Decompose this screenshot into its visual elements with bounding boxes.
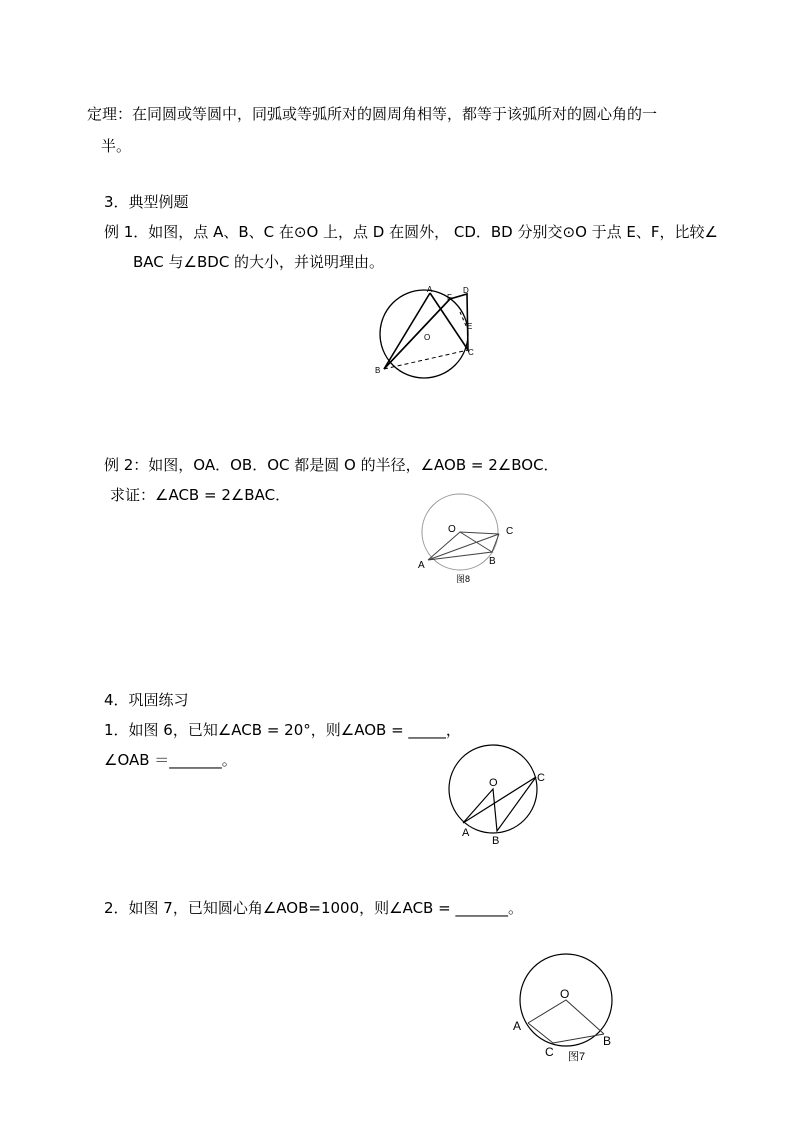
fig1-label-f: F — [447, 293, 452, 302]
theorem-line-2: 半。 — [101, 137, 132, 155]
fig1-label-d: D — [463, 286, 469, 295]
problem-2-line-1: 2．如图 7，已知圆心角∠AOB=1000，则∠ACB = _______。 — [104, 899, 523, 917]
example-1-line-2: BAC 与∠BDC 的大小，并说明理由。 — [133, 253, 385, 271]
problem-1-line-2: ∠OAB ＝_______。 — [104, 751, 237, 769]
theorem-line-1: 定理：在同圆或等圆中，同弧或等弧所对的圆周角相等，都等于该弧所对的圆心角的一 — [87, 105, 658, 123]
fig4-chords — [528, 1023, 604, 1043]
fig1-label-b: B — [375, 366, 381, 375]
fig1-label-c: C — [468, 348, 474, 357]
fig2-caption: 图8 — [456, 574, 471, 584]
fig4-label-c: C — [545, 1045, 554, 1059]
fig1-label-o: O — [424, 333, 431, 342]
fig1-label-e: E — [467, 322, 473, 331]
example-2-figure — [415, 492, 525, 582]
section-4-heading: 4．巩固练习 — [104, 691, 189, 709]
problem-1-line-1: 1．如图 6，已知∠ACB = 20°，则∠AOB = _____， — [104, 721, 461, 739]
example-1-line-1: 例 1．如图，点 A、B、C 在⊙O 上，点 D 在圆外， CD．BD 分别交⊙O 于点 E、F，比较∠ — [104, 223, 718, 241]
fig1-segment-bd — [384, 299, 450, 369]
fig1-label-a: A — [427, 285, 433, 294]
section-3-heading: 3．典型例题 — [104, 193, 189, 211]
example-2-line-1: 例 2：如图，OA．OB．OC 都是圆 O 的半径，∠AOB = 2∠BOC． — [104, 456, 559, 474]
fig4-label-b: B — [603, 1034, 612, 1048]
example-1-figure — [370, 282, 490, 382]
fig2-label-b: B — [489, 556, 496, 567]
fig3-label-c: C — [537, 772, 545, 784]
fig3-lines — [463, 777, 536, 831]
fig2-label-o: O — [448, 524, 456, 535]
fig4-label-a: A — [513, 1019, 522, 1033]
fig3-label-o: O — [489, 777, 498, 789]
fig4-lines — [528, 1000, 604, 1034]
fig1-dashed-bc — [384, 350, 468, 369]
fig2-label-a: A — [418, 560, 425, 571]
fig3-label-a: A — [462, 827, 470, 839]
problem-2-figure — [510, 948, 625, 1068]
fig2-label-c: C — [506, 526, 514, 537]
fig4-caption: 图7 — [568, 1051, 586, 1063]
problem-1-figure — [445, 742, 555, 847]
example-2-line-2: 求证：∠ACB = 2∠BAC． — [110, 486, 291, 504]
fig4-label-o: O — [560, 987, 570, 1001]
fig3-label-b: B — [492, 835, 500, 847]
fig1-lines — [384, 293, 468, 369]
